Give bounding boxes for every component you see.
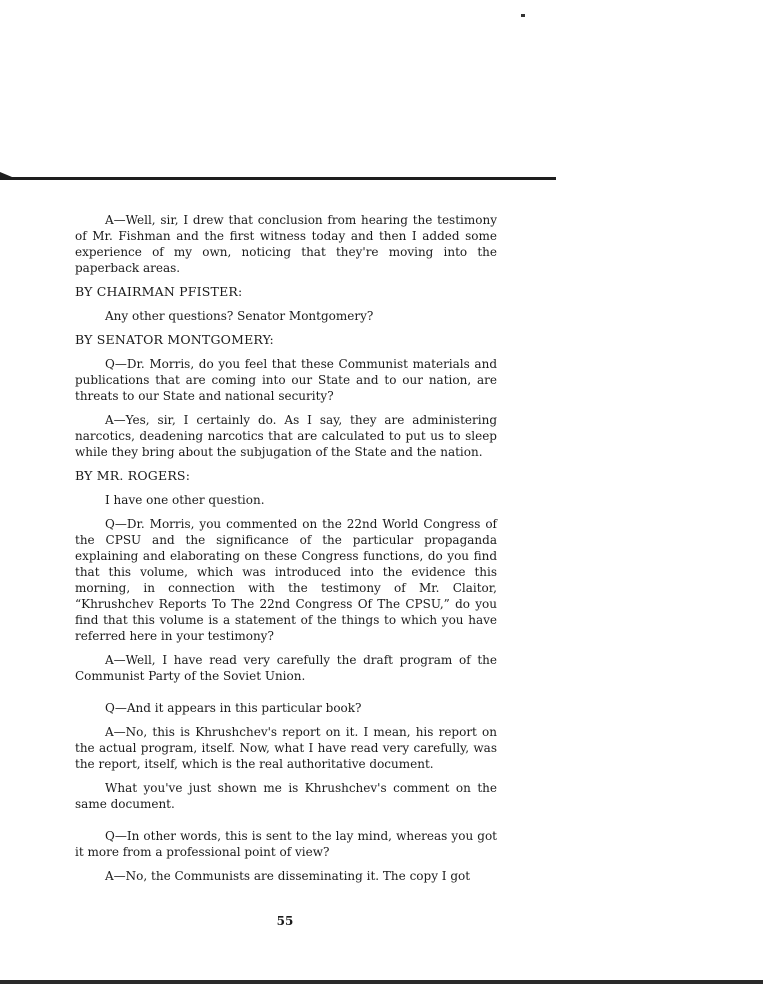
body-paragraph: A—Well, I have read very carefully the draft program of the Communist Party of the Soviet Union. xyxy=(75,653,497,683)
section-heading: BY CHAIRMAN PFISTER: xyxy=(75,284,243,299)
page-body xyxy=(75,212,497,892)
body-paragraph: A—No, this is Khrushchev's report on it. I mean, his report on the actual program, itself. Now, what I have read very carefully, was the report, itself, which is the real authoritative document. xyxy=(75,725,497,771)
body-paragraph: A—Yes, sir, I certainly do. As I say, they are administering narcotics, deadening narcotics that are calculated to put us to sleep while they bring about the subjugation of the State and the nation. xyxy=(75,413,497,459)
body-paragraph: A—Well, sir, I drew that conclusion from hearing the testimony of Mr. Fishman and the first witness today and then I added some experience of my own, noticing that they're moving into the paperback areas. xyxy=(75,213,497,275)
body-paragraph: What you've just shown me is Khrushchev's comment on the same document. xyxy=(75,781,497,811)
body-paragraph: Q—Dr. Morris, do you feel that these Communist materials and publications that are coming into our State and to our nation, are threats to our State and national security? xyxy=(75,357,497,403)
body-paragraph: Any other questions? Senator Montgomery? xyxy=(105,309,374,323)
body-paragraph: Q—In other words, this is sent to the lay mind, whereas you got it more from a professional point of view? xyxy=(75,829,497,859)
body-paragraph: Q—And it appears in this particular book? xyxy=(105,701,362,715)
section-heading: BY MR. ROGERS: xyxy=(75,468,191,483)
body-paragraph: I have one other question. xyxy=(105,493,265,507)
bottom-rule xyxy=(0,980,763,984)
top-rule xyxy=(0,172,556,181)
body-paragraph: A—No, the Communists are disseminating it. The copy I got xyxy=(105,869,471,883)
page-number: 55 xyxy=(276,914,294,928)
scan-speck xyxy=(521,14,525,17)
body-paragraph: Q—Dr. Morris, you commented on the 22nd World Congress of the CPSU and the significance of the particular propaganda explaining and elaborating on these Congress functions, do you find that this volume, which was introduced into the evidence this morning, in connection with the testimony of Mr. Claitor, “Khrushchev Reports To The 22nd Congress Of The CPSU,” do you find that this volume is a statement of the things to which you have referred here in your testimony? xyxy=(75,517,497,643)
section-heading: BY SENATOR MONTGOMERY: xyxy=(75,332,274,347)
